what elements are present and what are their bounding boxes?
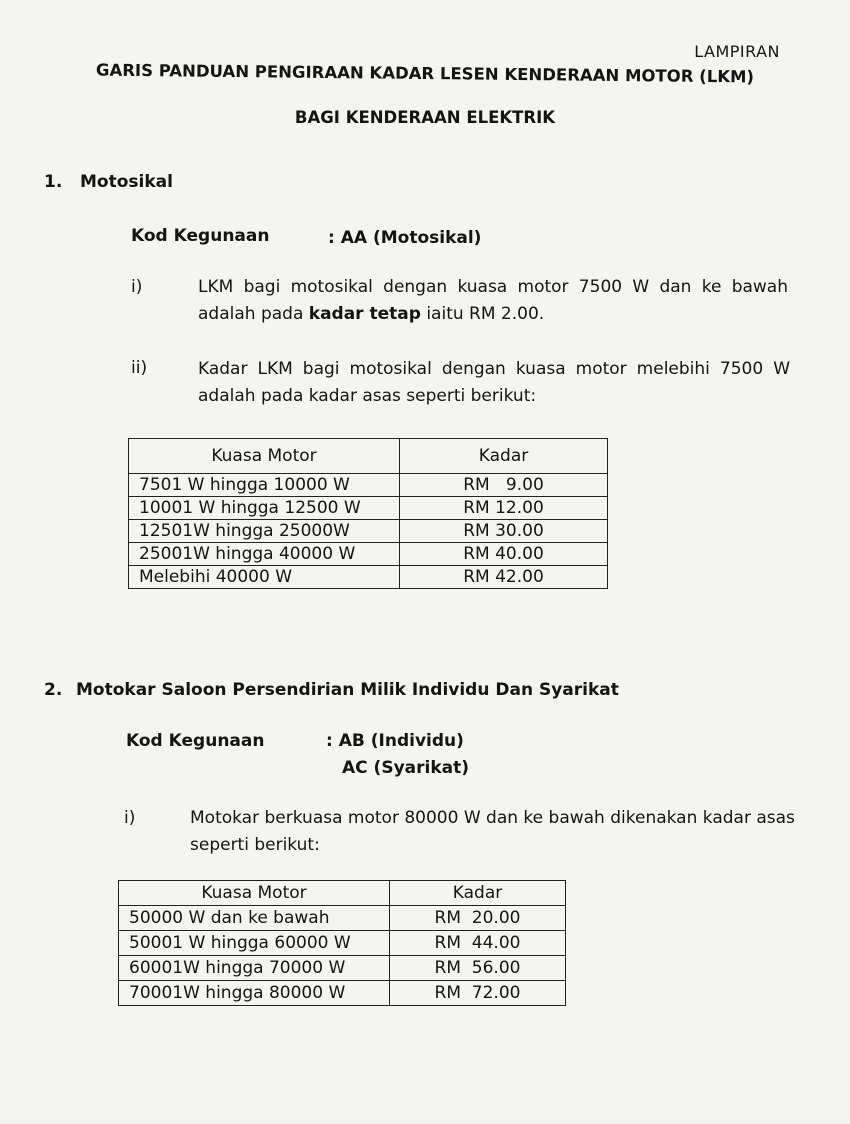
document-subtitle: BAGI KENDERAAN ELEKTRIK	[294, 108, 556, 127]
column-header-kuasa-motor: Kuasa Motor	[129, 439, 400, 474]
section-2-number: 2.	[44, 680, 63, 700]
power-cell: 50000 W dan ke bawah	[119, 906, 390, 931]
table-row	[129, 543, 608, 566]
section-2-kod-value-individu: : AB (Individu)	[326, 731, 464, 751]
power-cell: 12501W hingga 25000W	[129, 520, 400, 543]
section-1-kod-label: Kod Kegunaan	[131, 226, 270, 246]
rate-cell: RM 30.00	[400, 520, 608, 543]
column-header-kuasa-motor: Kuasa Motor	[119, 881, 390, 906]
table-header-row	[119, 881, 566, 906]
rate-cell: RM 72.00	[390, 981, 566, 1006]
section-2-item-1-text: Motokar berkuasa motor 80000 W dan ke bawah dikenakan kadar asas seperti berikut:	[190, 808, 795, 855]
table-row	[119, 956, 566, 981]
power-cell: 50001 W hingga 60000 W	[119, 931, 390, 956]
section-1-rate-table	[128, 438, 608, 589]
power-cell: 25001W hingga 40000 W	[129, 543, 400, 566]
table-row	[129, 474, 608, 497]
section-1-item-1-text: LKM bagi motosikal dengan kuasa motor 7500 W dan ke bawah adalah pada kadar tetap iaitu RM 2.00.	[198, 277, 788, 324]
rate-cell: RM 12.00	[400, 497, 608, 520]
rate-cell: RM 44.00	[390, 931, 566, 956]
table-row	[129, 566, 608, 589]
section-2-kod-value-syarikat: AC (Syarikat)	[342, 758, 470, 778]
section-2-item-1-marker: i)	[124, 808, 136, 828]
section-2-kod-label: Kod Kegunaan	[126, 731, 265, 751]
table-row	[129, 497, 608, 520]
lampiran-label: LAMPIRAN	[694, 42, 780, 61]
column-header-kadar: Kadar	[390, 881, 566, 906]
table-row	[119, 931, 566, 956]
power-cell: 7501 W hingga 10000 W	[129, 474, 400, 497]
section-1-item-2-text: Kadar LKM bagi motosikal dengan kuasa motor melebihi 7500 W adalah pada kadar asas seperti berikut:	[198, 359, 790, 406]
power-cell: 60001W hingga 70000 W	[119, 956, 390, 981]
rate-cell: RM 40.00	[400, 543, 608, 566]
table-row	[119, 906, 566, 931]
section-2-title: Motokar Saloon Persendirian Milik Individu Dan Syarikat	[76, 680, 619, 700]
power-cell: 10001 W hingga 12500 W	[129, 497, 400, 520]
document-title: GARIS PANDUAN PENGIRAAN KADAR LESEN KENDERAAN MOTOR (LKM)	[95, 60, 755, 87]
power-cell: 70001W hingga 80000 W	[119, 981, 390, 1006]
section-1-title: Motosikal	[80, 172, 173, 192]
rate-cell: RM 56.00	[390, 956, 566, 981]
rate-cell: RM 20.00	[390, 906, 566, 931]
rate-cell: RM 9.00	[400, 474, 608, 497]
column-header-kadar: Kadar	[400, 439, 608, 474]
table-row	[119, 981, 566, 1006]
section-2-rate-table	[118, 880, 566, 1006]
section-1-kod-value: : AA (Motosikal)	[328, 228, 482, 248]
table-header-row	[129, 439, 608, 474]
section-1-item-2-marker: ii)	[131, 358, 148, 378]
rate-cell: RM 42.00	[400, 566, 608, 589]
section-1-item-1-marker: i)	[131, 277, 143, 297]
section-1-number: 1.	[44, 172, 63, 192]
fixed-rate-emphasis: kadar tetap	[308, 304, 421, 324]
table-row	[129, 520, 608, 543]
power-cell: Melebihi 40000 W	[129, 566, 400, 589]
